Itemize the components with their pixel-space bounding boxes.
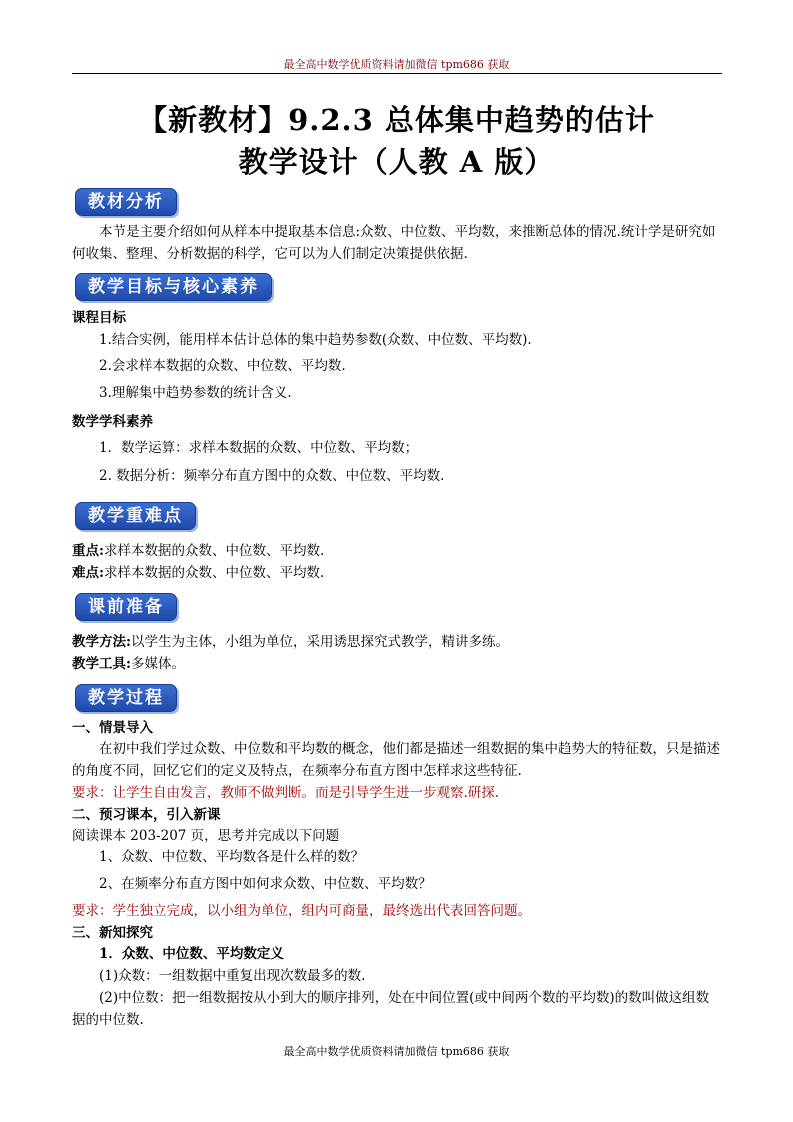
header-rule [72,73,722,74]
difficulty-text: 求样本数据的众数、中位数、平均数. [103,565,325,581]
section-badge-analysis: 教材分析 [75,188,177,216]
focus-text: 求样本数据的众数、中位数、平均数. [103,543,325,559]
part3-heading: 三、新知探究 [72,925,153,941]
page-header: 最全高中数学优质资料请加微信 tpm686 获取 [283,58,510,71]
tools-label: 教学工具: [72,656,131,672]
literacy-item: 1．数学运算：求样本数据的众数、中位数、平均数； [99,440,419,456]
doc-subtitle: 教学设计（人教 A 版） [238,145,555,179]
focus-label: 重点: [72,543,104,559]
course-goal-item: 3.理解集中趋势参数的统计含义. [99,385,292,401]
part2-intro: 阅读课本 203-207 页，思考并完成以下问题 [72,828,340,844]
section-badge-process: 教学过程 [75,684,177,712]
focus-line [72,540,722,562]
part1-requirement: 要求：让学生自由发言，教师不做判断。而是引导学生进一步观察.研探. [72,785,500,801]
part1-heading: 一、情景导入 [72,720,153,736]
method-line [72,631,722,653]
section-badge-prep: 课前准备 [75,593,177,621]
section-badge-keypoints: 教学重难点 [75,502,196,530]
difficulty-line [72,562,722,584]
part2-requirement: 要求：学生独立完成，以小组为单位，组内可商量，最终选出代表回答问题。 [72,903,531,919]
part1-body: 在初中我们学过众数、中位数和平均数的概念，他们都是描述一组数据的集中趋势大的特征数，只是描述的角度不同，回忆它们的定义及特点，在频率分布直方图中怎样求这些特征. [72,741,720,779]
part2-heading: 二、预习课本，引入新课 [72,807,221,823]
literacy-heading: 数学学科素养 [72,414,153,430]
method-text: 以学生为主体，小组为单位，采用诱思探究式教学，精讲多练。 [130,634,509,650]
method-label: 教学方法: [72,634,131,650]
course-goal-item: 1.结合实例，能用样本估计总体的集中趋势参数(众数、中位数、平均数). [99,332,532,348]
doc-title: 【新教材】9.2.3 总体集中趋势的估计 [138,103,655,137]
tools-text: 多媒体。 [130,656,185,672]
course-goal-item: 2.会求样本数据的众数、中位数、平均数. [99,358,346,374]
definition-mode: (1)众数：一组数据中重复出现次数最多的数. [99,968,366,984]
part3-subheading: 1．众数、中位数、平均数定义 [99,946,284,962]
part2-question: 2、在频率分布直方图中如何求众数、中位数、平均数？ [99,876,432,892]
literacy-item: 2. 数据分析：频率分布直方图中的众数、中位数、平均数. [99,468,445,484]
part2-question: 1、众数、中位数、平均数各是什么样的数？ [99,849,365,865]
section-badge-goals: 教学目标与核心素养 [75,273,272,301]
definition-median: (2)中位数：把一组数据按从小到大的顺序排列，处在中间位置(或中间两个数的平均数)的数叫做这组数据的中位数. [72,990,710,1028]
difficulty-label: 难点: [72,565,104,581]
course-goals-heading: 课程目标 [72,310,126,326]
page-footer: 最全高中数学优质资料请加微信 tpm686 获取 [283,1045,510,1058]
analysis-body: 本节是主要介绍如何从样本中提取基本信息:众数、中位数、平均数，来推断总体的情况.统计学是研究如何收集、整理、分析数据的科学，它可以为人们制定决策提供依据. [72,224,716,262]
tools-line [72,653,722,675]
